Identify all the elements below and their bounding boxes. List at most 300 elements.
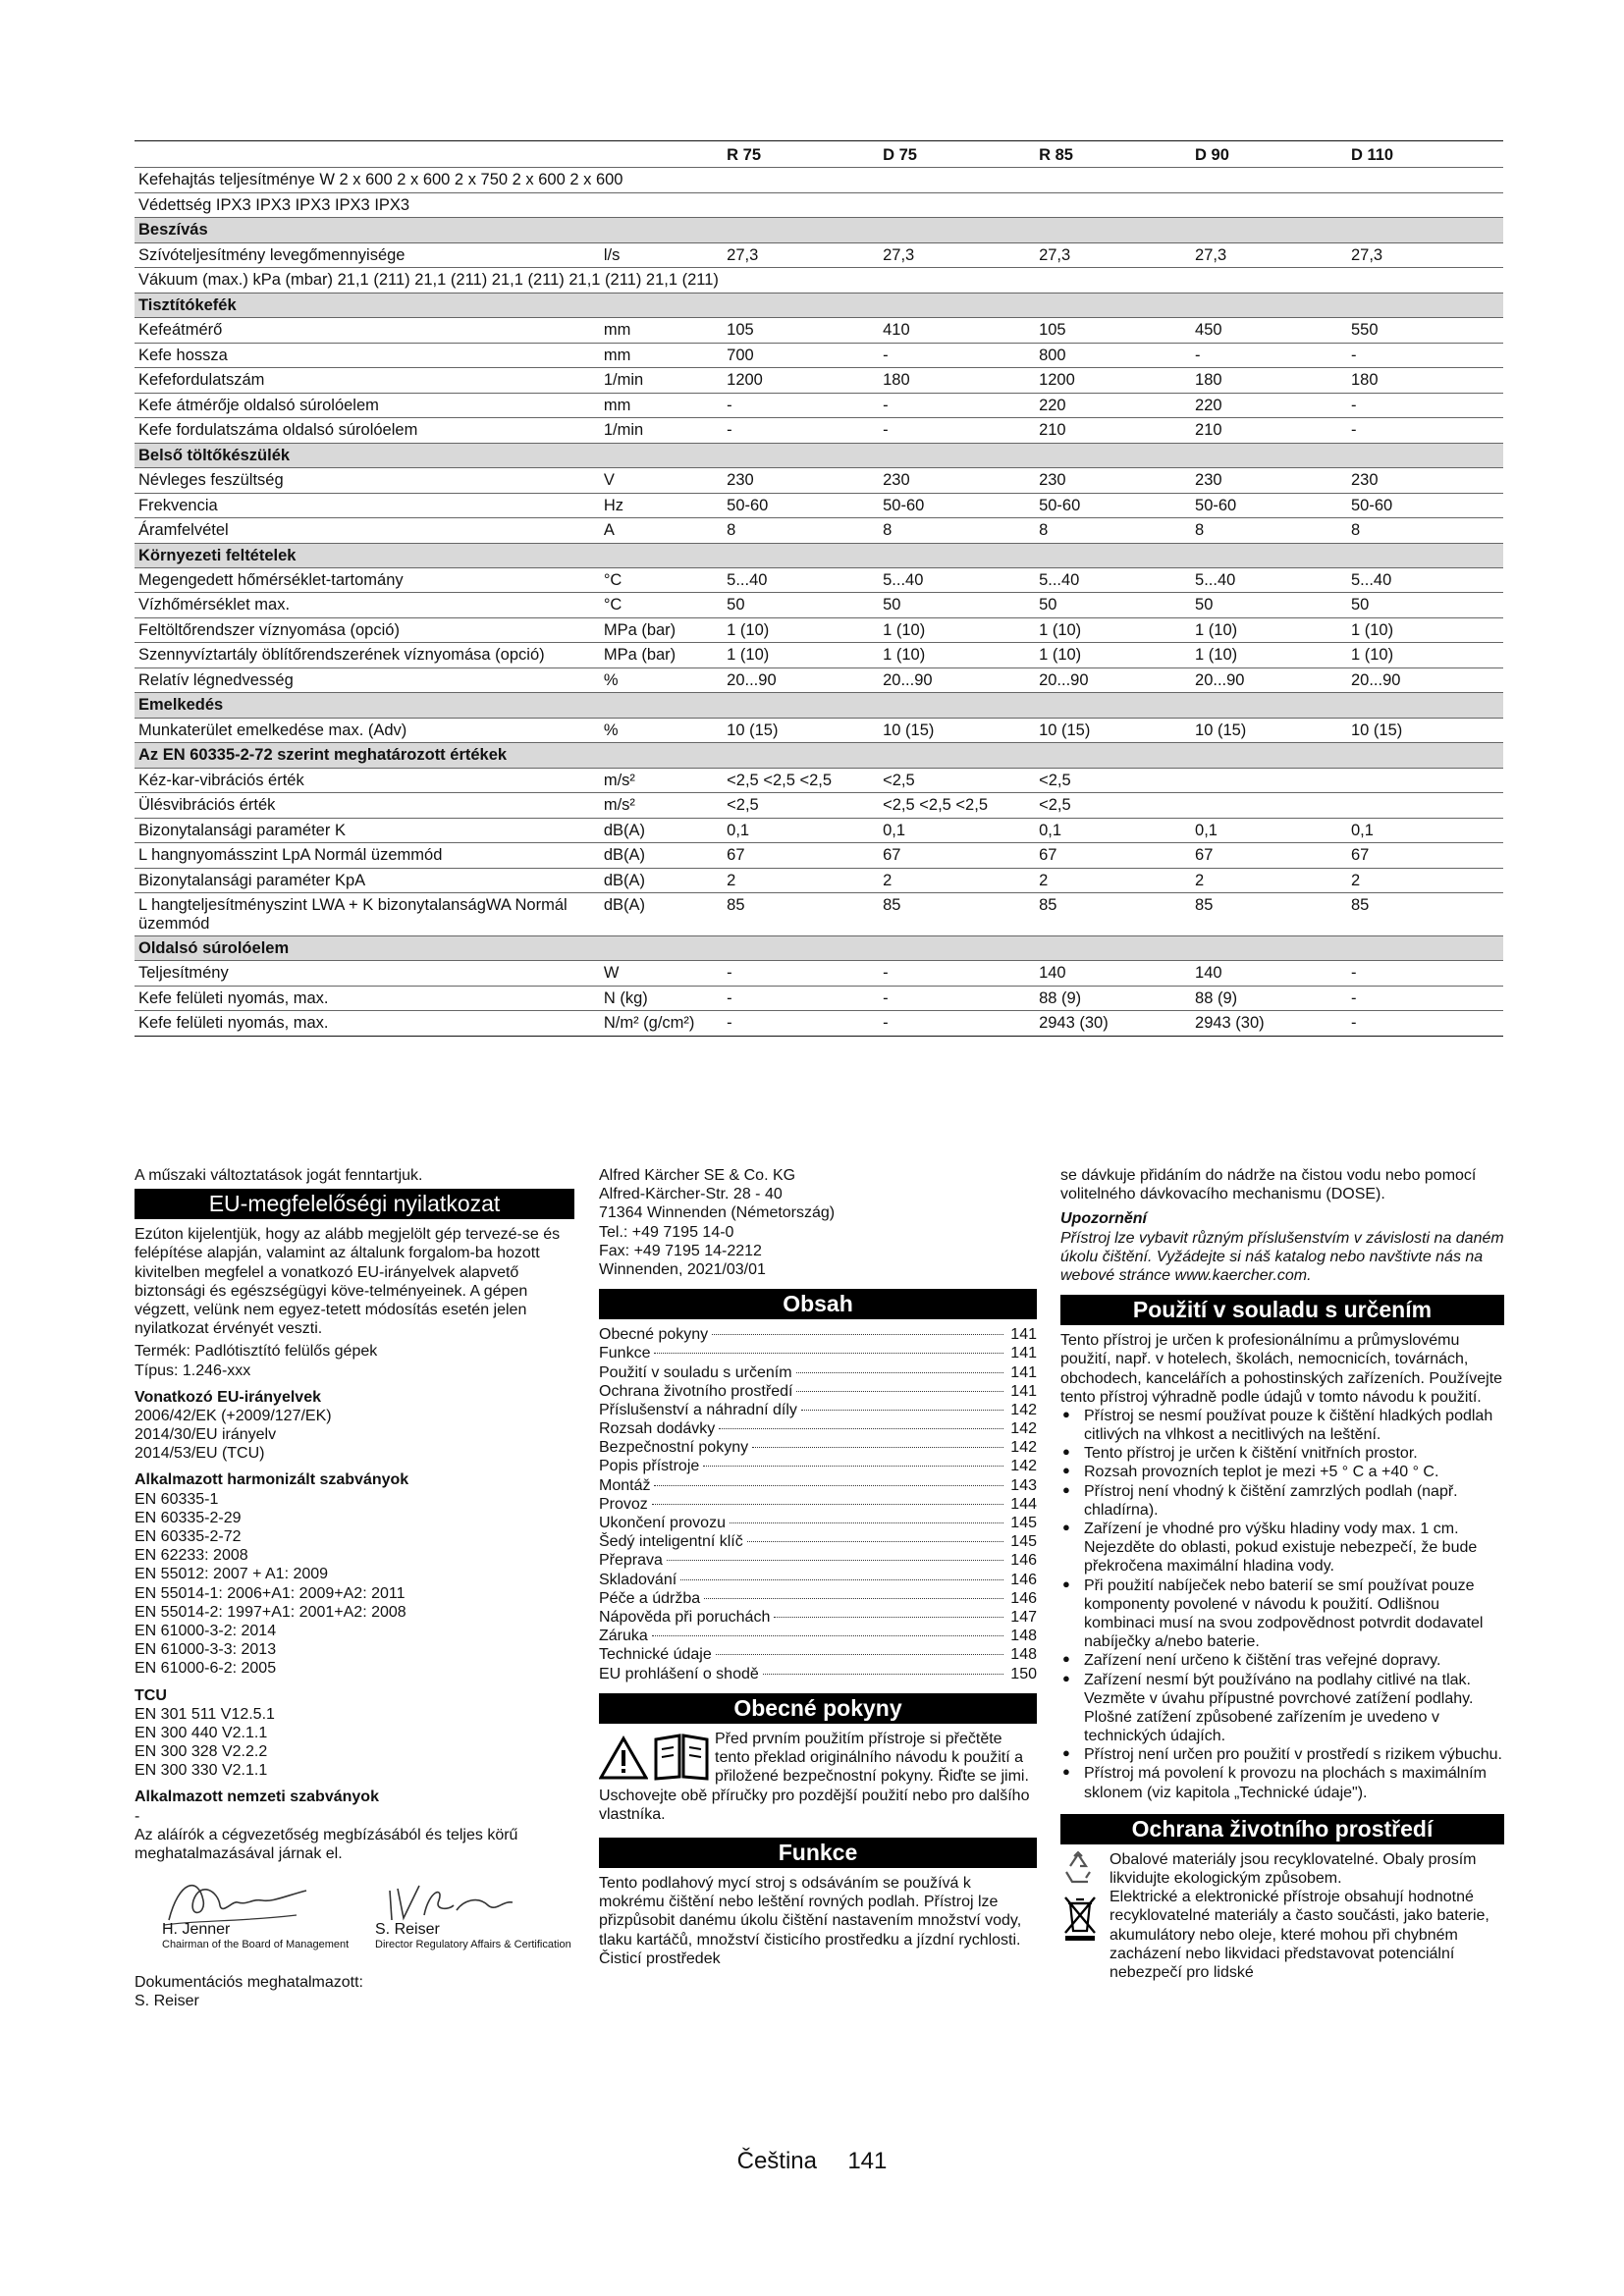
toc-page: 143	[1010, 1476, 1037, 1494]
spec-value: <2,5	[1035, 793, 1191, 818]
toc-page: 141	[1010, 1345, 1037, 1362]
spec-value: 10 (15)	[1035, 718, 1191, 742]
spec-label: Frekvencia	[135, 493, 600, 517]
spec-label: Vízhőmérséklet max.	[135, 593, 600, 617]
spec-value: 180	[1191, 368, 1347, 393]
spec-label: Kefe felületi nyomás, max.	[135, 986, 600, 1010]
toc-entry[interactable]	[599, 1532, 1037, 1551]
use-bullet: ● Přístroj má povolení k provozu na plochách s maximálním sklonem (viz kapitola „Technické údaje").	[1060, 1764, 1504, 1801]
toc-label: Obecné pokyny	[599, 1326, 709, 1344]
spec-row	[135, 168, 1503, 192]
spec-value: 20...90	[723, 667, 879, 692]
spec-value: -	[723, 393, 879, 417]
manual-book-icon	[652, 1732, 711, 1781]
env-section	[1060, 1850, 1504, 1982]
spec-value	[1191, 768, 1347, 792]
spec-value: 410	[879, 318, 1035, 343]
spec-row	[135, 768, 1503, 792]
spec-section-title: Oldalsó súrolóelem	[135, 936, 1503, 961]
spec-header-cell: D 75	[879, 141, 1035, 168]
toc-label: Popis přístroje	[599, 1458, 700, 1475]
spec-unit: 1/min	[600, 418, 723, 443]
spec-value: -	[1191, 343, 1347, 367]
spec-value: 67	[1035, 843, 1191, 868]
spec-value: 8	[1347, 518, 1503, 543]
eu-type: Típus: 1.246-xxx	[135, 1362, 251, 1379]
spec-value: 10 (15)	[879, 718, 1035, 742]
toc-entry[interactable]	[599, 1495, 1037, 1514]
spec-value: 2	[1347, 868, 1503, 892]
spec-section-row	[135, 218, 1503, 242]
toc-dots	[763, 1674, 1003, 1675]
tcu-title: TCU	[135, 1686, 167, 1704]
use-bullet: ● Zařízení je vhodné pro výšku hladiny vody max. 1 cm. Nejezděte do oblasti, pokud existuje nebezpečí, že bude překročena maximální hladina vody.	[1060, 1520, 1504, 1576]
spec-value: <2,5 <2,5 <2,5	[879, 793, 1035, 818]
list-line: 2014/53/EU (TCU)	[135, 1445, 265, 1463]
spec-value: 140	[1035, 961, 1191, 986]
spec-unit: 1/min	[600, 368, 723, 393]
spec-value: -	[879, 986, 1035, 1010]
signer-1-name: H. Jenner	[162, 1921, 231, 1939]
spec-label: Feltöltőrendszer víznyomása (opció)	[135, 617, 600, 642]
toc-label: Technické údaje	[599, 1646, 712, 1664]
spec-value: 1 (10)	[879, 643, 1035, 667]
spec-unit: mm	[600, 393, 723, 417]
spec-unit: W	[600, 961, 723, 986]
spec-row	[135, 718, 1503, 742]
list-line: EN 61000-3-3: 2013	[135, 1641, 277, 1659]
spec-value: 8	[723, 518, 879, 543]
spec-value: 10 (15)	[723, 718, 879, 742]
toc-label: Šedý inteligentní klíč	[599, 1533, 743, 1551]
use-bullet: ● Při použití nabíječek nebo baterií se smí používat pouze komponenty povolené v návodu k použití. Odlišnou kombinaci musí na svou zodpovědnost potvrdit dodavatel nabíječky a/nebo baterie.	[1060, 1576, 1504, 1652]
list-line: EN 55014-2: 1997+A1: 2001+A2: 2008	[135, 1603, 406, 1621]
spec-row	[135, 343, 1503, 367]
spec-label: Áramfelvétel	[135, 518, 600, 543]
spec-unit: °C	[600, 567, 723, 592]
toc-label: Nápověda při poruchách	[599, 1608, 771, 1626]
spec-value: 10 (15)	[1347, 718, 1503, 742]
spec-value: 230	[1035, 468, 1191, 493]
toc-label: Bezpečnostní pokyny	[599, 1439, 749, 1457]
spec-header-cell: R 75	[723, 141, 879, 168]
spec-value: 2	[879, 868, 1035, 892]
spec-unit: dB(A)	[600, 843, 723, 868]
spec-row	[135, 192, 1503, 217]
right-column	[1060, 1166, 1504, 1982]
warning-icons	[599, 1730, 715, 1787]
spec-value: 1 (10)	[879, 617, 1035, 642]
toc-entry[interactable]	[599, 1627, 1037, 1645]
spec-label: Kefefordulatszám	[135, 368, 600, 393]
spec-value: 20...90	[1347, 667, 1503, 692]
national-value: -	[135, 1807, 140, 1825]
toc-page: 148	[1010, 1646, 1037, 1664]
toc-entry[interactable]	[599, 1325, 1037, 1344]
function-continued: se dávkuje přidáním do nádrže na čistou vodu nebo pomocí volitelného dávkovacího mechanismu (DOSE).	[1060, 1167, 1477, 1203]
list-line: EN 61000-3-2: 2014	[135, 1622, 277, 1639]
spec-label: Bizonytalansági paraméter KpA	[135, 868, 600, 892]
spec-value: 105	[723, 318, 879, 343]
toc-page: 148	[1010, 1628, 1037, 1645]
spec-section-row	[135, 693, 1503, 718]
spec-label: Kefeátmérő	[135, 318, 600, 343]
signature-area	[135, 1871, 574, 1969]
toc-label: Ukončení provozu	[599, 1515, 726, 1531]
spec-cell: Vákuum (max.) kPa (mbar) 21,1 (211) 21,1 (211) 21,1 (211) 21,1 (211) 21,1 (211)	[135, 268, 1503, 293]
list-line: EN 60335-1	[135, 1490, 219, 1508]
use-title: Použití v souladu s určením	[1060, 1295, 1504, 1325]
spec-value	[1191, 793, 1347, 818]
tcu-list	[135, 1705, 574, 1781]
toc-entry[interactable]	[599, 1551, 1037, 1570]
spec-value: 105	[1035, 318, 1191, 343]
standards-title: Alkalmazott harmonizált szabványok	[135, 1471, 409, 1489]
spec-value: <2,5	[723, 793, 879, 818]
spec-value: 85	[879, 893, 1035, 936]
crossed-bin-icon	[1062, 1894, 1098, 1941]
spec-value: 1200	[1035, 368, 1191, 393]
spec-header-cell: R 85	[1035, 141, 1191, 168]
toc-entry[interactable]	[599, 1571, 1037, 1589]
spec-value: 85	[1191, 893, 1347, 936]
use-bullet: ● Přístroj není určen pro použití v prostředí s rizikem výbuchu.	[1060, 1745, 1504, 1764]
spec-label: Kefe átmérője oldalsó súrolóelem	[135, 393, 600, 417]
spec-value: 5...40	[879, 567, 1035, 592]
spec-row	[135, 368, 1503, 393]
spec-unit: A	[600, 518, 723, 543]
spec-value: 0,1	[1035, 818, 1191, 842]
spec-value: -	[1347, 393, 1503, 417]
spec-label: Kefe fordulatszáma oldalsó súrolóelem	[135, 418, 600, 443]
directives-title: Vonatkozó EU-irányelvek	[135, 1388, 321, 1406]
toc-page: 150	[1010, 1665, 1037, 1682]
spec-table	[135, 140, 1503, 1037]
eu-product: Termék: Padlótisztító felülős gépek	[135, 1343, 378, 1361]
spec-value: 220	[1191, 393, 1347, 417]
spec-value: -	[879, 343, 1035, 367]
general-text: Před prvním použitím přístroje si přečtěte tento překlad originálního návodu k použití a přiložené bezpečnostní pokyny. Řiďte se jimi.	[715, 1730, 1029, 1786]
list-line: EN 60335-2-29	[135, 1509, 242, 1526]
toc-dots	[654, 1485, 1003, 1486]
spec-value: 1 (10)	[1191, 617, 1347, 642]
signers-text: Az aláírók a cégvezetőség megbízásából és teljes körű meghatalmazásával járnak el.	[135, 1826, 518, 1862]
spec-value: 50-60	[723, 493, 879, 517]
spec-value: -	[723, 986, 879, 1010]
spec-value	[1347, 768, 1503, 792]
spec-label: Szennyvíztartály öblítőrendszerének víznyomása (opció)	[135, 643, 600, 667]
spec-value: 27,3	[879, 242, 1035, 267]
spec-value: 8	[1035, 518, 1191, 543]
spec-value: -	[879, 1011, 1035, 1036]
toc-dots	[654, 1353, 1003, 1354]
spec-value: 67	[1191, 843, 1347, 868]
spec-value: 2943 (30)	[1191, 1011, 1347, 1036]
spec-value: 50-60	[1191, 493, 1347, 517]
use-bullet: ● Rozsah provozních teplot je mezi +5 ° C a +40 ° C.	[1060, 1463, 1504, 1481]
spec-value: 88 (9)	[1191, 986, 1347, 1010]
spec-header-row	[135, 141, 1503, 168]
toc-page: 146	[1010, 1571, 1037, 1588]
spec-label: Relatív légnedvesség	[135, 667, 600, 692]
spec-row	[135, 893, 1503, 936]
spec-value: 50	[1347, 593, 1503, 617]
spec-value: 50-60	[879, 493, 1035, 517]
middle-column	[599, 1166, 1037, 1968]
toc-dots	[730, 1522, 1003, 1523]
toc-entry[interactable]	[599, 1665, 1037, 1683]
toc-dots	[667, 1560, 1003, 1561]
spec-value: 0,1	[723, 818, 879, 842]
spec-cell: Kefehajtás teljesítménye W 2 x 600 2 x 600 2 x 750 2 x 600 2 x 600	[135, 168, 1503, 192]
spec-value: 1 (10)	[1347, 643, 1503, 667]
spec-header-cell	[135, 141, 600, 168]
spec-section-row	[135, 293, 1503, 317]
spec-row	[135, 1011, 1503, 1036]
list-line: EN 300 328 V2.2.2	[135, 1743, 268, 1761]
toc-page: 141	[1010, 1326, 1037, 1344]
spec-value: 230	[879, 468, 1035, 493]
spec-unit: m/s²	[600, 793, 723, 818]
general-section	[599, 1730, 1037, 1824]
spec-value: 5...40	[1347, 567, 1503, 592]
spec-value: 5...40	[1035, 567, 1191, 592]
list-line: EN 61000-6-2: 2005	[135, 1660, 277, 1678]
spec-unit: Hz	[600, 493, 723, 517]
list-line: EN 300 440 V2.1.1	[135, 1724, 268, 1741]
spec-value: 10 (15)	[1191, 718, 1347, 742]
spec-value: 85	[1035, 893, 1191, 936]
spec-value: 0,1	[1347, 818, 1503, 842]
list-line: Fax: +49 7195 14-2212	[599, 1242, 762, 1259]
toc-entry[interactable]	[599, 1589, 1037, 1608]
address-block	[599, 1166, 1037, 1279]
spec-value: 1 (10)	[1191, 643, 1347, 667]
spec-row	[135, 818, 1503, 842]
toc-dots	[796, 1391, 1003, 1392]
spec-value: 20...90	[879, 667, 1035, 692]
spec-value: 210	[1191, 418, 1347, 443]
toc-label: Ochrana životního prostředí	[599, 1382, 793, 1400]
spec-unit: dB(A)	[600, 893, 723, 936]
spec-label: L hangteljesítményszint LWA + K bizonytalanságWA Normál üzemmód	[135, 893, 600, 936]
spec-value: 50	[723, 593, 879, 617]
signer-2-role: Director Regulatory Affairs & Certification	[375, 1939, 571, 1951]
list-line: Winnenden, 2021/03/01	[599, 1260, 766, 1278]
spec-unit: %	[600, 718, 723, 742]
use-bullet: ● Přístroj se nesmí používat pouze k čištění hladkých podlah citlivých na vlhkost a necitlivých na leštění.	[1060, 1407, 1504, 1444]
toc-label: Přeprava	[599, 1552, 663, 1570]
toc-entry[interactable]	[599, 1363, 1037, 1382]
spec-value: -	[1347, 343, 1503, 367]
spec-unit: l/s	[600, 242, 723, 267]
toc-label: Záruka	[599, 1628, 648, 1645]
toc-entry[interactable]	[599, 1382, 1037, 1401]
use-bullets	[1060, 1407, 1504, 1802]
toc-dots	[752, 1447, 1003, 1448]
spec-label: Kefe felületi nyomás, max.	[135, 1011, 600, 1036]
spec-section-title: Az EN 60335-2-72 szerint meghatározott értékek	[135, 743, 1503, 768]
doc-name: S. Reiser	[135, 1993, 199, 2010]
spec-unit: V	[600, 468, 723, 493]
spec-section-row	[135, 743, 1503, 768]
list-line: EN 55014-1: 2006+A1: 2009+A2: 2011	[135, 1584, 406, 1602]
spec-value: 5...40	[1191, 567, 1347, 592]
spec-section-title: Emelkedés	[135, 693, 1503, 718]
toc-entry[interactable]	[599, 1344, 1037, 1362]
use-intro: Tento přístroj je určen k profesionálnímu a průmyslovému použití, např. v hotelech, školách, nemocnicích, továrnách, obchodech, kancelářích a pohostinských zařízeních. Používejte tento přístroj výhradně podle údajů v tomto návodu k použití.	[1060, 1332, 1503, 1406]
spec-value: 27,3	[1035, 242, 1191, 267]
spec-value: 50	[879, 593, 1035, 617]
toc-page: 142	[1010, 1458, 1037, 1475]
toc-label: Příslušenství a náhradní díly	[599, 1401, 797, 1418]
spec-label: Ülésvibrációs érték	[135, 793, 600, 818]
spec-row	[135, 468, 1503, 493]
toc-dots	[680, 1579, 1003, 1580]
spec-value: 2943 (30)	[1035, 1011, 1191, 1036]
spec-value: 67	[879, 843, 1035, 868]
use-bullet: ● Přístroj není vhodný k čištění zamrzlých podlah (např. chladírna).	[1060, 1482, 1504, 1520]
toc-label: Montáž	[599, 1476, 651, 1494]
toc-dots	[774, 1617, 1003, 1618]
spec-value: 1 (10)	[1347, 617, 1503, 642]
spec-row	[135, 617, 1503, 642]
toc-dots	[719, 1428, 1003, 1429]
spec-value: -	[723, 418, 879, 443]
toc-page: 142	[1010, 1439, 1037, 1457]
signer-1	[162, 1920, 349, 1951]
spec-section-title: Környezeti feltételek	[135, 543, 1503, 567]
spec-header-cell: D 110	[1347, 141, 1503, 168]
spec-label: Kéz-kar-vibrációs érték	[135, 768, 600, 792]
spec-value: 85	[723, 893, 879, 936]
toc-dots	[747, 1541, 1003, 1542]
spec-value: 8	[1191, 518, 1347, 543]
toc-entry[interactable]	[599, 1608, 1037, 1627]
spec-unit: m/s²	[600, 768, 723, 792]
spec-value: 220	[1035, 393, 1191, 417]
toc-dots	[712, 1334, 1003, 1335]
spec-row	[135, 986, 1503, 1010]
spec-value: 50	[1035, 593, 1191, 617]
list-line: EN 55012: 2007 + A1: 2009	[135, 1566, 329, 1583]
env-title: Ochrana životního prostředí	[1060, 1814, 1504, 1844]
spec-header-cell	[600, 141, 723, 168]
spec-row	[135, 518, 1503, 543]
spec-value: 1200	[723, 368, 879, 393]
list-line: EN 62233: 2008	[135, 1547, 248, 1565]
spec-value: 180	[879, 368, 1035, 393]
spec-value: 27,3	[723, 242, 879, 267]
spec-value	[1347, 793, 1503, 818]
toc-label: Použití v souladu s určením	[599, 1363, 792, 1381]
spec-value: 700	[723, 343, 879, 367]
spec-unit: mm	[600, 318, 723, 343]
toc-dots	[652, 1504, 1003, 1505]
spec-value: 88 (9)	[1035, 986, 1191, 1010]
toc-label: EU prohlášení o shodě	[599, 1665, 759, 1682]
spec-value: 1 (10)	[723, 643, 879, 667]
spec-value: 50-60	[1347, 493, 1503, 517]
spec-value: 2	[723, 868, 879, 892]
spec-label: L hangnyomásszint LpA Normál üzemmód	[135, 843, 600, 868]
spec-row	[135, 868, 1503, 892]
toc-entry[interactable]	[599, 1457, 1037, 1475]
left-column	[135, 1166, 574, 2011]
spec-row	[135, 567, 1503, 592]
tech-change-note: A műszaki változtatások jogát fenntartjuk.	[135, 1167, 423, 1184]
spec-value: 230	[1191, 468, 1347, 493]
spec-value: -	[1347, 418, 1503, 443]
toc-page: 146	[1010, 1589, 1037, 1607]
spec-section-title: Belső töltőkészülék	[135, 443, 1503, 467]
spec-value: 27,3	[1191, 242, 1347, 267]
toc-page: 145	[1010, 1533, 1037, 1551]
eu-declaration-title: EU-megfelelőségi nyilatkozat	[135, 1189, 574, 1219]
toc-list	[599, 1325, 1037, 1683]
list-line: 71364 Winnenden (Németország)	[599, 1204, 836, 1222]
toc-entry[interactable]	[599, 1438, 1037, 1457]
toc-dots	[704, 1598, 1003, 1599]
standards-list	[135, 1490, 574, 1679]
spec-row	[135, 593, 1503, 617]
toc-dots	[652, 1635, 1003, 1636]
spec-value: 210	[1035, 418, 1191, 443]
eu-intro: Ezúton kijelentjük, hogy az alább megjelölt gép tervezé-se és felépítése alapján, valamint az általunk forgalom-ba hozott kivitelben megfelel a vonatkozó EU-irányelvek alapvető biztonsági és egészségügyi köve-telményeinek. A gépen végzett, velünk nem egyez-tetett módosítás esetén jelen nyilatkozat érvényét veszti.	[135, 1226, 561, 1338]
spec-value: 140	[1191, 961, 1347, 986]
toc-entry[interactable]	[599, 1514, 1037, 1532]
toc-label: Skladování	[599, 1571, 677, 1588]
toc-page: 147	[1010, 1608, 1037, 1626]
spec-value: 8	[879, 518, 1035, 543]
spec-row	[135, 667, 1503, 692]
spec-row	[135, 242, 1503, 267]
spec-value: 2	[1191, 868, 1347, 892]
spec-row	[135, 843, 1503, 868]
spec-value: -	[1347, 961, 1503, 986]
spec-label: Megengedett hőmérséklet-tartomány	[135, 567, 600, 592]
spec-label: Teljesítmény	[135, 961, 600, 986]
toc-entry[interactable]	[599, 1419, 1037, 1438]
toc-dots	[801, 1410, 1003, 1411]
toc-entry[interactable]	[599, 1476, 1037, 1495]
spec-label: Névleges feszültség	[135, 468, 600, 493]
spec-cell: Védettség IPX3 IPX3 IPX3 IPX3 IPX3	[135, 192, 1503, 217]
spec-section-title: Tisztítókefék	[135, 293, 1503, 317]
doc-title: Dokumentációs meghatalmazott:	[135, 1974, 363, 1992]
spec-row	[135, 643, 1503, 667]
toc-page: 142	[1010, 1420, 1037, 1438]
toc-entry[interactable]	[599, 1401, 1037, 1419]
spec-value: 20...90	[1191, 667, 1347, 692]
spec-label: Munkaterület emelkedése max. (Adv)	[135, 718, 600, 742]
toc-entry[interactable]	[599, 1645, 1037, 1664]
signer-2	[375, 1920, 571, 1951]
spec-value: -	[723, 961, 879, 986]
spec-value: <2,5	[1035, 768, 1191, 792]
toc-page: 145	[1010, 1515, 1037, 1531]
warning-triangle-icon	[599, 1735, 648, 1781]
spec-value: 180	[1347, 368, 1503, 393]
toc-label: Funkce	[599, 1345, 651, 1362]
spec-row	[135, 318, 1503, 343]
spec-unit: MPa (bar)	[600, 617, 723, 642]
spec-unit: dB(A)	[600, 818, 723, 842]
spec-unit: dB(A)	[600, 868, 723, 892]
spec-value: 0,1	[879, 818, 1035, 842]
use-bullet: ● Zařízení není určeno k čištění tras veřejné dopravy.	[1060, 1651, 1504, 1670]
spec-value: 50	[1191, 593, 1347, 617]
